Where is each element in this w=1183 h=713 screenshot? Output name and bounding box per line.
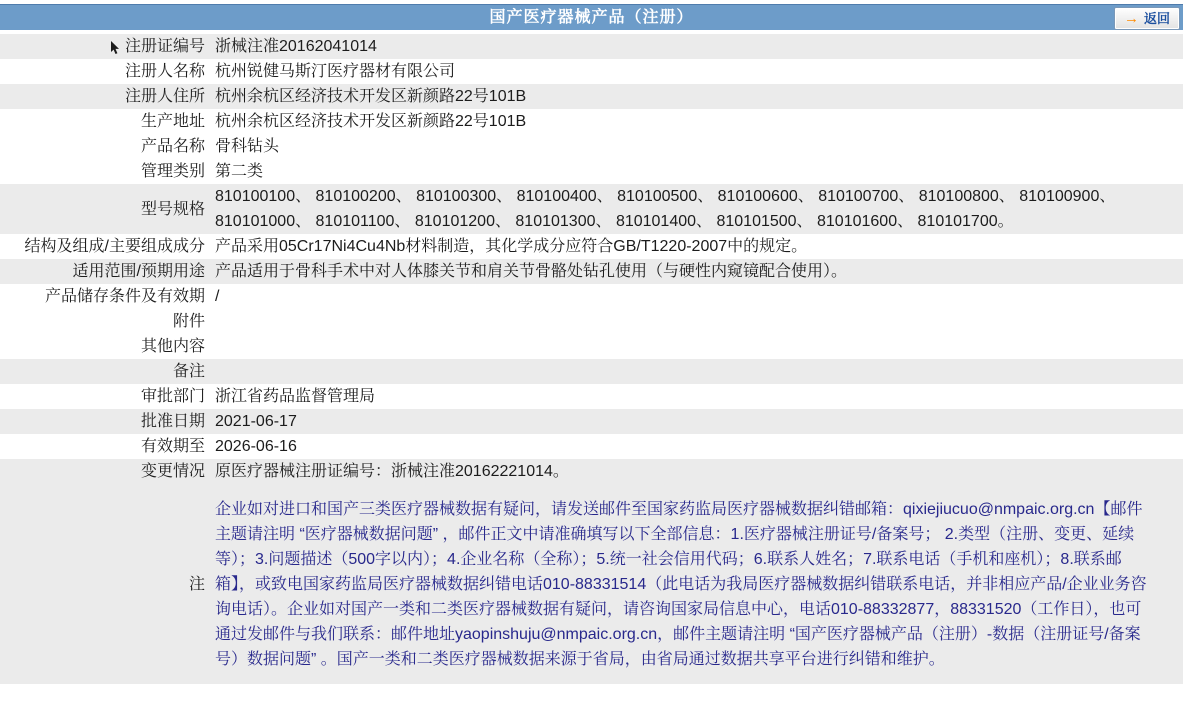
table-row-approval-department: [0, 384, 1183, 409]
row-label: 变更情况: [140, 463, 205, 480]
row-label: 备注: [172, 363, 205, 380]
row-value: 骨科钻头: [215, 138, 280, 155]
row-label: 有效期至: [140, 438, 205, 455]
row-value: 810100100、 810100200、 810100300、 810100400、 810100500、 810100600、 810100700、 810100800、 810100900、 810101000、 810101100、 810101200、 810101300、 810101400、 810101500、 810101600、 810101700。: [215, 188, 1116, 230]
row-value: 2026-06-16: [215, 438, 297, 455]
row-label: 型号规格: [140, 200, 205, 218]
row-value: 产品采用05Cr17Ni4Cu4Nb材料制造，其化学成分应符合GB/T1220-2007中的规定。: [215, 238, 808, 255]
row-label: 注册人住所: [124, 88, 205, 105]
table-row-management-category: [0, 159, 1183, 184]
table-row-intended-use: [0, 259, 1183, 284]
table-row-production-address: [0, 109, 1183, 134]
table-row-registrant-address: [0, 84, 1183, 109]
table-row-change-history: [0, 459, 1183, 484]
row-label: 管理类别: [140, 163, 205, 180]
row-label: 产品名称: [140, 138, 205, 155]
title-bar: [0, 4, 1183, 30]
row-label: 其他内容: [140, 338, 205, 355]
table-row-model-specs: [0, 184, 1183, 234]
row-label: 产品储存条件及有效期: [44, 288, 205, 305]
row-label: 注册人名称: [124, 63, 205, 80]
row-value: 2021-06-17: [215, 413, 297, 430]
page-title: 国产医疗器械产品（注册）: [489, 9, 694, 26]
table-row-note: [0, 484, 1183, 684]
row-value: /: [215, 288, 220, 305]
row-value: 企业如对进口和国产三类医疗器械数据有疑问，请发送邮件至国家药监局医疗器械数据纠错邮箱：qixiejiucuo@nmpaic.org.cn【邮件主题请注明 “医疗器械数据问题” ，邮件正文中请准确填写以下全部信息：1.医疗器械注册证号/备案号； 2.类型（注册、变更、延续等）；3.问题描述（500字以内）；4.企业名称（全称）；5.统一社会信用代码；6.联系人姓名；7.联系电话（手机和座机）；8.联系邮箱】，或致电国家药监局医疗器械数据纠错电话010-88331514（此电话为我局医疗器械数据纠错联系电话，并非相应产品/企业业务咨询电话）。企业如对国产一类和二类医疗器械数据有疑问，请咨询国家局信息中心，电话010-88332877，88331520（工作日），也可通过发邮件与我们联系：邮件地址yaopinshuju@nmpaic.org.cn，邮件主题请注明 “国产医疗器械产品（注册）-数据（注册证号/备案号）数据问题” 。国产一类和二类医疗器械数据来源于省局，由省局通过数据共享平台进行纠错和维护。: [215, 500, 1147, 668]
row-value: 杭州余杭区经济技术开发区新颜路22号101B: [215, 88, 527, 105]
row-label: 批准日期: [140, 413, 205, 430]
registration-detail-table: [0, 34, 1183, 684]
row-label: 结构及组成/主要组成成分: [24, 238, 205, 255]
table-row-storage-conditions: [0, 284, 1183, 309]
table-row-registrant-name: [0, 59, 1183, 84]
row-value: 浙械注准20162041014: [215, 38, 377, 55]
row-label: 注册证编号: [124, 38, 205, 55]
table-row-registration-number: [0, 34, 1183, 59]
row-label: 附件: [172, 313, 205, 330]
row-value: 原医疗器械注册证编号：浙械注准20162221014。: [215, 463, 569, 480]
table-row-product-name: [0, 134, 1183, 159]
back-button-label: 返回: [1143, 11, 1170, 26]
table-row-valid-until: [0, 434, 1183, 459]
table-row-attachments: [0, 309, 1183, 334]
row-value: 第二类: [215, 163, 264, 180]
row-value: 浙江省药品监督管理局: [215, 388, 376, 405]
row-label: 适用范围/预期用途: [72, 263, 205, 280]
table-row-other-content: [0, 334, 1183, 359]
row-value: 杭州锐健马斯汀医疗器材有限公司: [215, 63, 456, 80]
table-row-remarks: [0, 359, 1183, 384]
back-arrow-icon: →: [1123, 10, 1139, 27]
row-label: 审批部门: [140, 388, 205, 405]
row-value: 产品适用于骨科手术中对人体膝关节和肩关节骨骼处钻孔使用（与硬性内窥镜配合使用）。: [215, 263, 848, 280]
row-label: 生产地址: [140, 113, 205, 130]
table-row-approval-date: [0, 409, 1183, 434]
table-row-composition: [0, 234, 1183, 259]
back-button[interactable]: [1114, 7, 1180, 30]
row-value: 杭州余杭区经济技术开发区新颜路22号101B: [215, 113, 527, 130]
row-label: 注: [188, 575, 205, 593]
